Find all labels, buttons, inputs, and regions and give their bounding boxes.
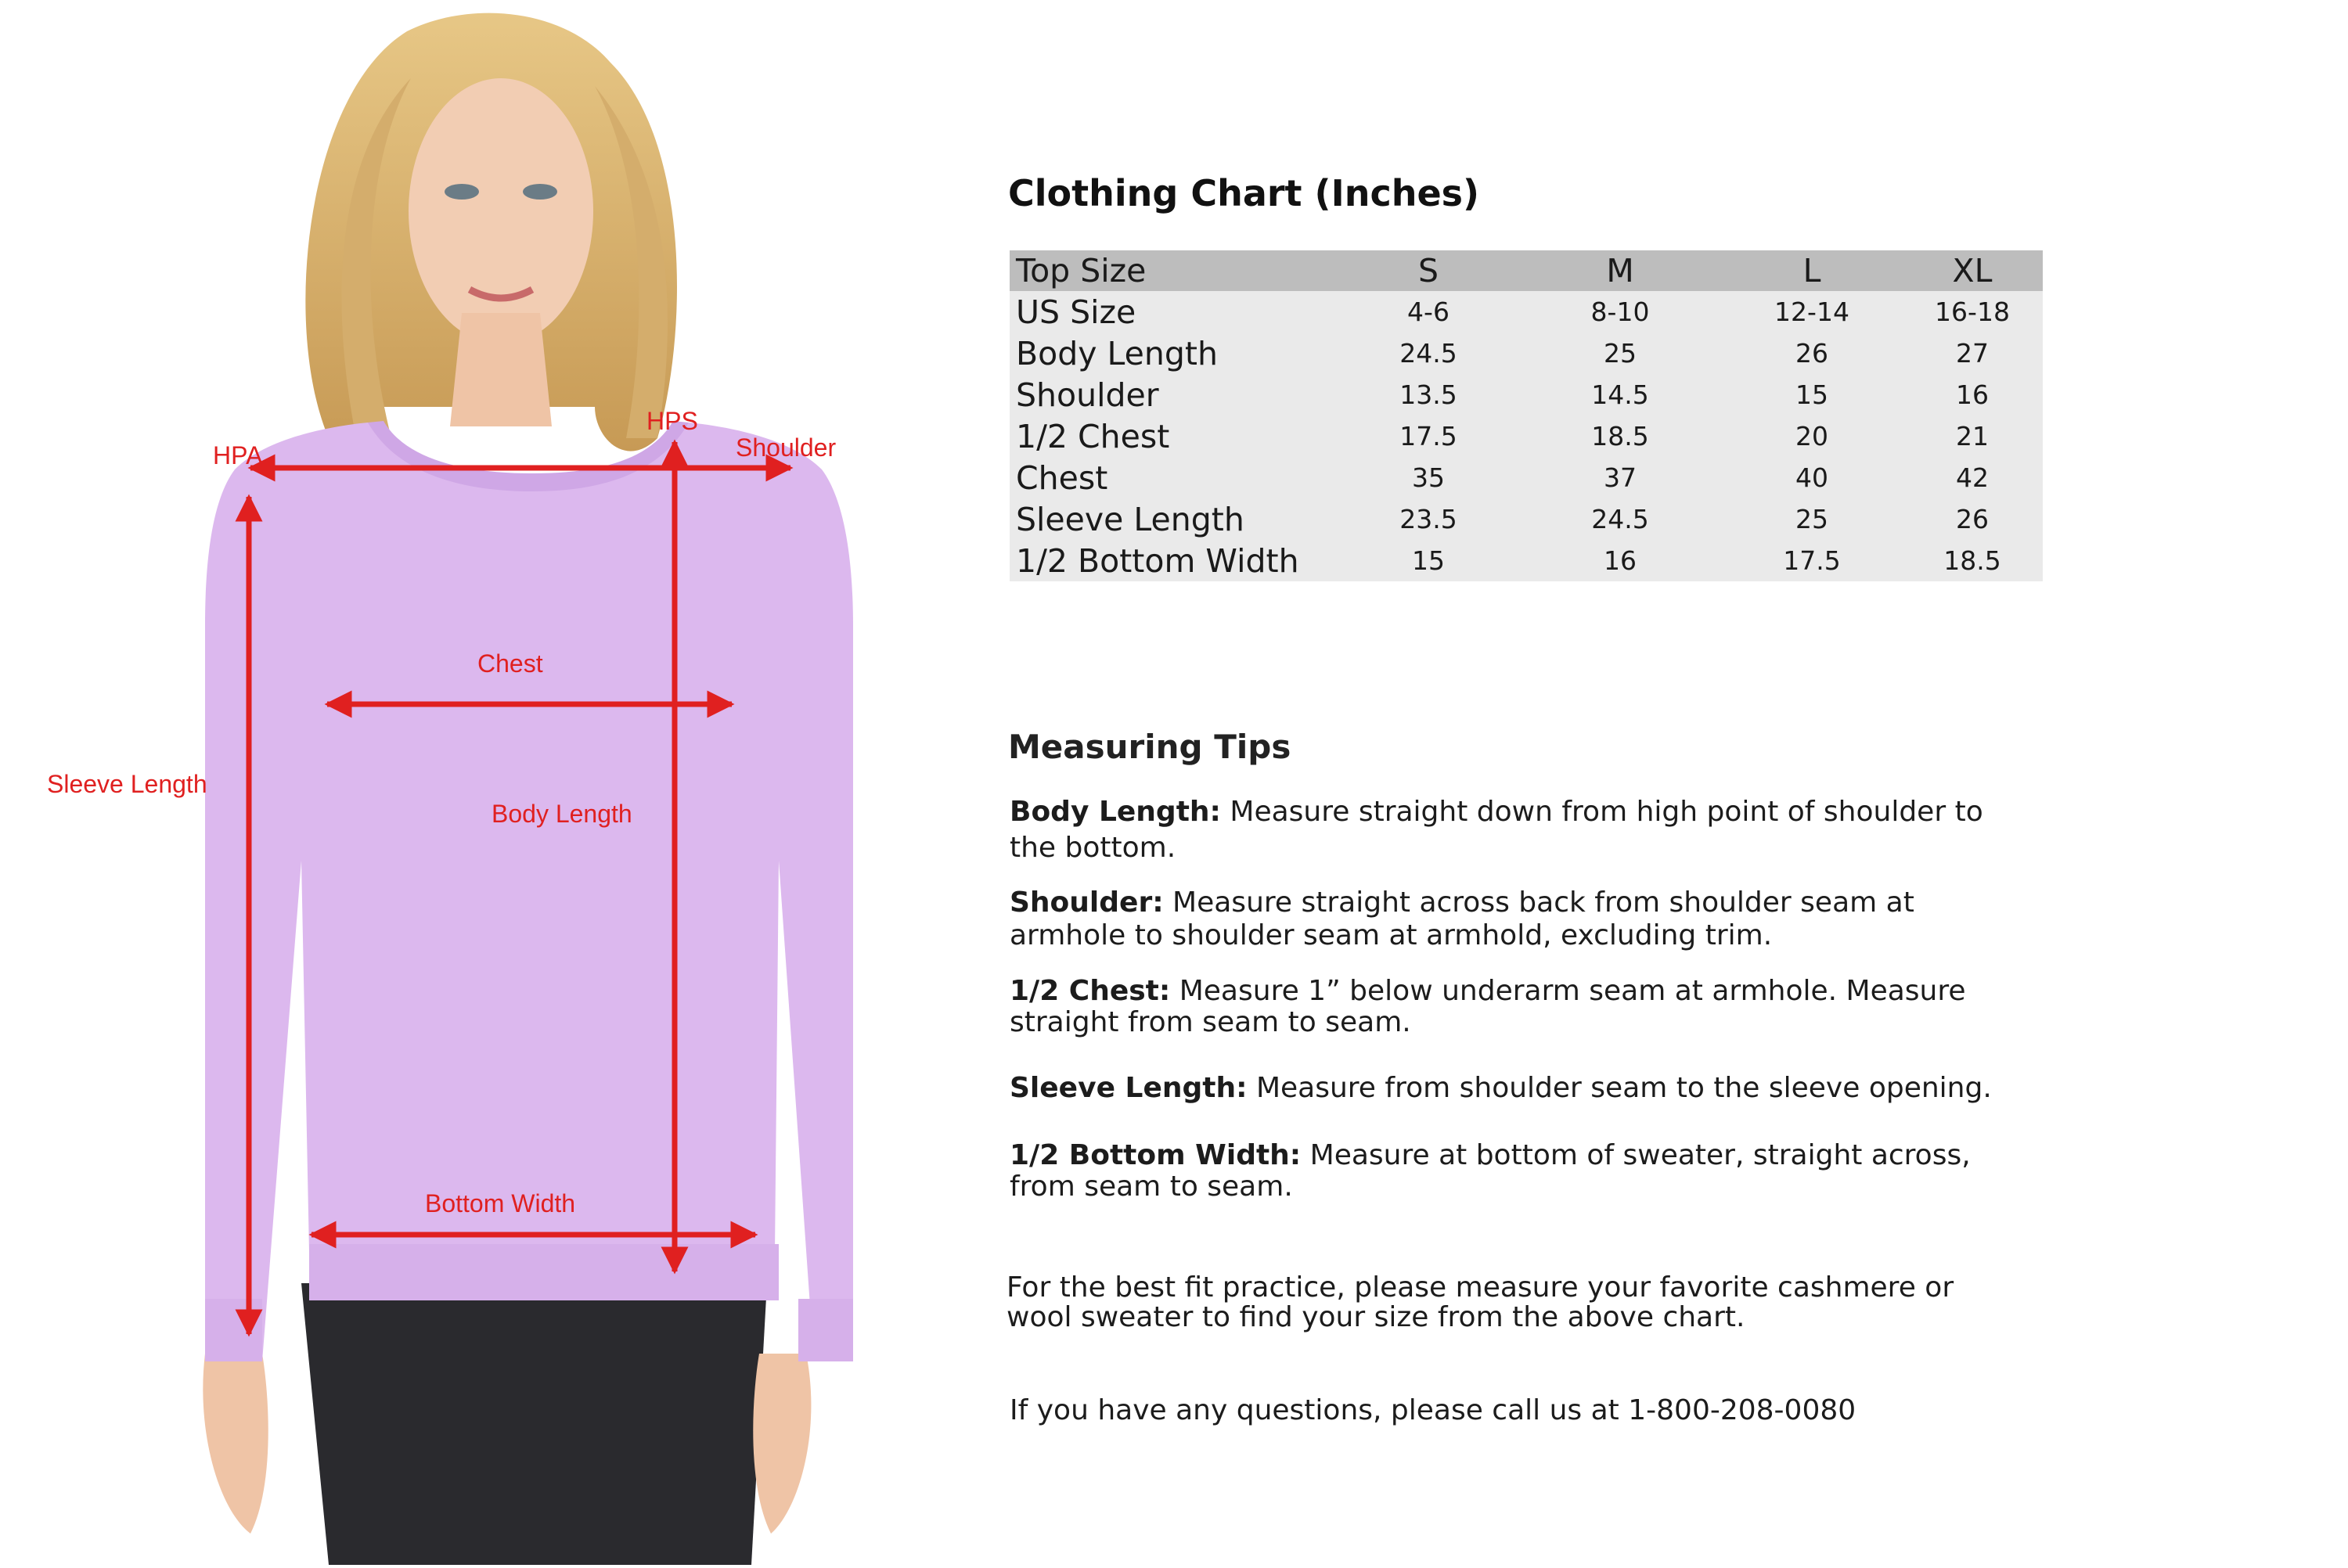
cell: 14.5	[1591, 379, 1649, 410]
cell: 25	[1795, 504, 1828, 534]
row-label: Shoulder	[1016, 376, 1159, 414]
tip-term: Sleeve Length:	[1010, 1072, 1248, 1104]
face	[409, 78, 593, 344]
cell: 25	[1604, 338, 1637, 369]
label-hps: HPS	[646, 407, 698, 435]
tip-text: Measure at bottom of sweater, straight across, from seam to seam.	[1010, 1139, 1971, 1203]
fit-note: For the best fit practice, please measure your favorite cashmere or wool sweater to find your size from the above chart.	[1007, 1271, 1954, 1333]
tips-title: Measuring Tips	[1008, 728, 1291, 766]
table-row	[1010, 333, 2043, 374]
cell: 23.5	[1399, 504, 1457, 534]
tip-shoulder	[1010, 886, 2027, 952]
cell: 16-18	[1935, 297, 2010, 327]
label-sleeve-length: Sleeve Length	[47, 770, 207, 798]
size-m: M	[1606, 252, 1634, 290]
cell: 42	[1956, 462, 1989, 493]
table-row	[1010, 374, 2043, 415]
row-label: Sleeve Length	[1016, 500, 1244, 538]
cell: 18.5	[1591, 421, 1649, 451]
cell: 16	[1604, 545, 1637, 576]
table-row	[1010, 415, 2043, 457]
neck	[450, 313, 552, 426]
cell: 18.5	[1943, 545, 2001, 576]
row-label: 1/2 Chest	[1016, 417, 1170, 455]
cell: 17.5	[1399, 421, 1457, 451]
table-row	[1010, 540, 2043, 581]
tip-term: Body Length:	[1010, 796, 1221, 828]
cell: 24.5	[1399, 338, 1457, 369]
row-label: Chest	[1016, 459, 1108, 497]
tip-text: Measure straight down from high point of shoulder to the bottom.	[1010, 796, 1983, 864]
cell: 4-6	[1407, 297, 1449, 327]
tip-term: 1/2 Chest:	[1010, 975, 1171, 1007]
label-hpa: HPA	[213, 441, 263, 469]
tip-text: Measure 1” below underarm seam at armhole. Measure straight from seam to seam.	[1010, 975, 1966, 1038]
size-l: L	[1802, 252, 1821, 290]
size-s: S	[1417, 252, 1439, 290]
contact-note: If you have any questions, please call us at 1-800-208-0080	[1010, 1394, 1856, 1426]
size-chart-table	[1010, 250, 2043, 581]
cell: 15	[1795, 379, 1828, 410]
sweater	[205, 423, 853, 1361]
garment-illustration	[0, 0, 939, 1565]
table-row	[1010, 291, 2043, 333]
cell: 21	[1956, 421, 1989, 451]
table-row	[1010, 457, 2043, 498]
cell: 20	[1795, 421, 1828, 451]
cell: 26	[1956, 504, 1989, 534]
cell: 35	[1412, 462, 1445, 493]
label-shoulder: Shoulder	[736, 433, 837, 462]
tip-term: Shoulder:	[1010, 886, 1164, 919]
tip-text: Measure from shoulder seam to the sleeve opening.	[1247, 1072, 1992, 1104]
cell: 17.5	[1783, 545, 1841, 576]
table-row	[1010, 498, 2043, 540]
row-label: Body Length	[1016, 334, 1218, 372]
cell: 15	[1412, 545, 1445, 576]
table-header-row	[1010, 250, 2043, 291]
row-label: 1/2 Bottom Width	[1016, 541, 1299, 580]
row-label: US Size	[1016, 293, 1136, 331]
tip-half-bottom-width	[1010, 1140, 2027, 1203]
label-body-length: Body Length	[492, 800, 632, 828]
cell: 16	[1956, 379, 1989, 410]
cell: 13.5	[1399, 379, 1457, 410]
cell: 12-14	[1774, 297, 1849, 327]
tip-body-length	[1010, 794, 2027, 866]
size-xl: XL	[1952, 252, 1993, 290]
cell: 26	[1795, 338, 1828, 369]
label-bottom-width: Bottom Width	[425, 1189, 576, 1217]
cell: 8-10	[1590, 297, 1650, 327]
cell: 24.5	[1591, 504, 1649, 534]
cell: 37	[1604, 462, 1637, 493]
cell: 27	[1956, 338, 1989, 369]
header-label: Top Size	[1016, 252, 1147, 290]
tip-text: Measure straight across back from shoulder seam at armhole to shoulder seam at armhold, excluding trim.	[1010, 886, 1914, 951]
pants	[301, 1283, 767, 1565]
tip-half-chest	[1010, 976, 2027, 1038]
chart-title: Clothing Chart (Inches)	[1008, 172, 1480, 214]
tip-sleeve-length	[1010, 1070, 2051, 1106]
tip-term: 1/2 Bottom Width:	[1010, 1139, 1302, 1171]
label-chest: Chest	[477, 649, 543, 678]
cell: 40	[1795, 462, 1828, 493]
